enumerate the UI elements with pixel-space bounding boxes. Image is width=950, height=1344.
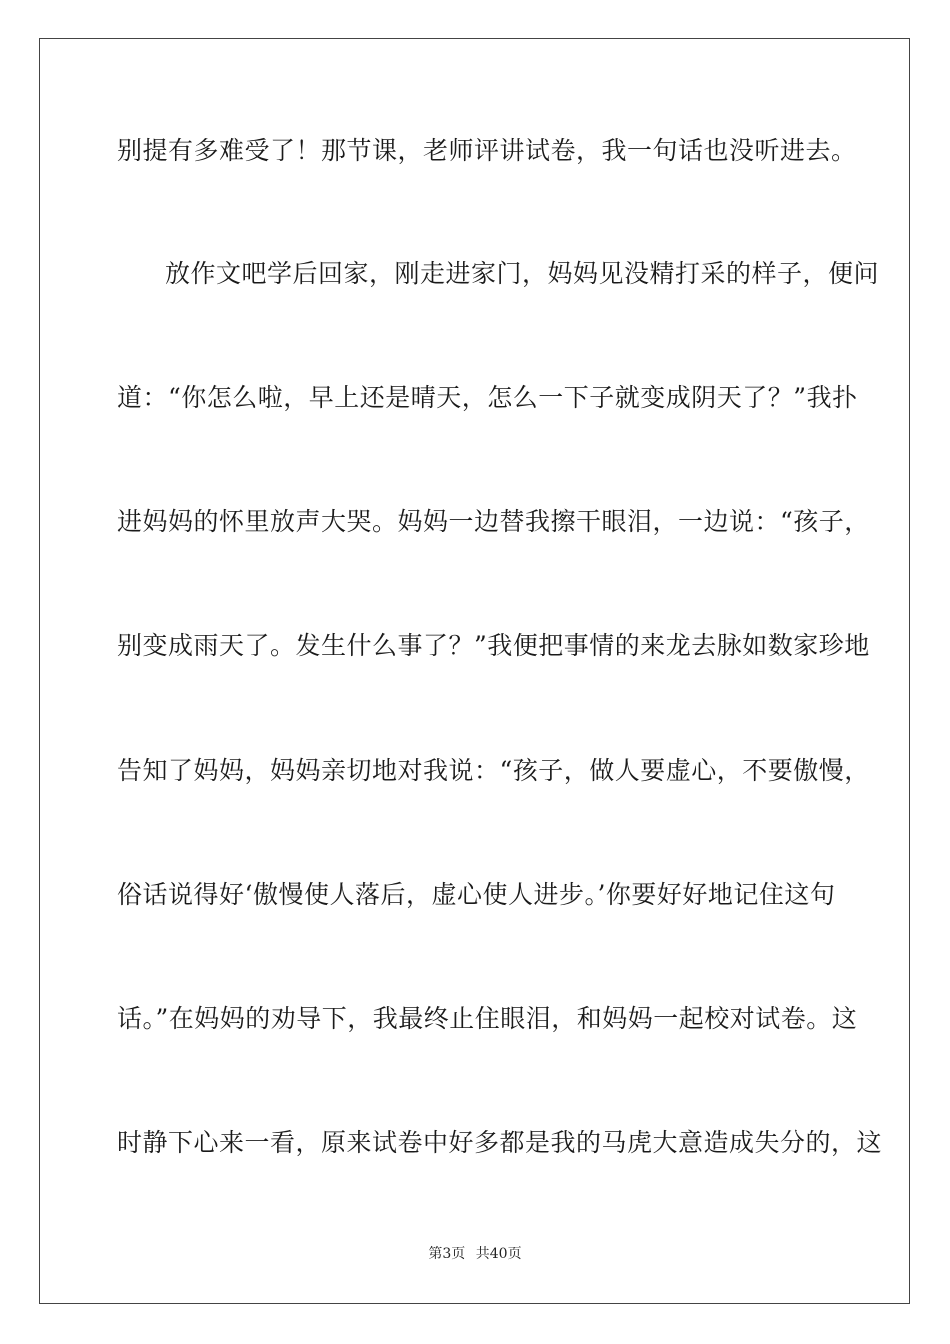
paragraph-line-7: 俗话说得好‘傲慢使人落后，虚心使人进步。’你要好好地记住这句 (117, 880, 836, 909)
paragraph-line-2: 放作文吧学后回家，刚走进家门，妈妈见没精打采的样子，便问 (165, 259, 880, 288)
paragraph-line-1: 别提有多难受了！那节课，老师评讲试卷，我一句话也没听进去。 (117, 136, 857, 165)
paragraph-line-3: 道：“你怎么啦，早上还是晴天，怎么一下子就变成阴天了？”我扑 (117, 383, 858, 412)
paragraph-line-6: 告知了妈妈，妈妈亲切地对我说：“孩子，做人要虚心，不要傲慢， (117, 756, 870, 785)
page-border (39, 38, 910, 1304)
page-total: 共40页 (475, 1246, 522, 1262)
paragraph-line-9: 时静下心来一看，原来试卷中好多都是我的马虎大意造成失分的，这 (117, 1128, 883, 1157)
paragraph-line-5: 别变成雨天了。发生什么事了？”我便把事情的来龙去脉如数家珍地 (117, 631, 870, 660)
page-footer (0, 1245, 950, 1263)
page-number: 第3页 (428, 1246, 466, 1262)
paragraph-line-8: 话。”在妈妈的劝导下，我最终止住眼泪，和妈妈一起校对试卷。这 (117, 1004, 858, 1033)
paragraph-line-4: 进妈妈的怀里放声大哭。妈妈一边替我擦干眼泪，一边说：“孩子， (117, 507, 870, 536)
